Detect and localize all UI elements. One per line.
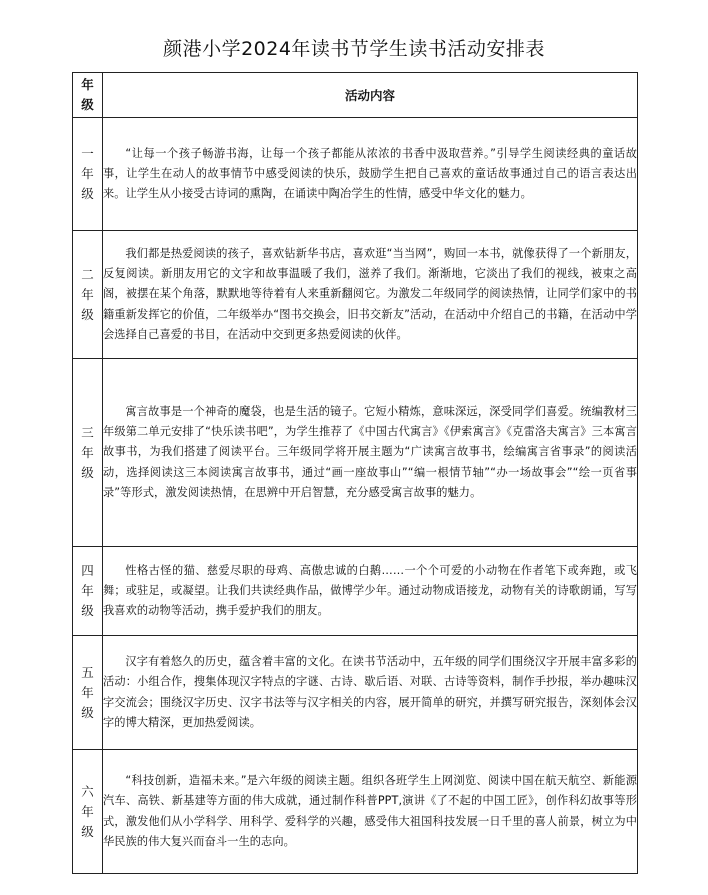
grade-char: 级: [81, 464, 94, 480]
table-row: [73, 750, 638, 874]
grade-cell: [73, 636, 103, 750]
table-row: [73, 547, 638, 636]
grade-char: 四: [81, 563, 94, 578]
grade-char: 年: [81, 803, 94, 819]
grade-header-line2: 级: [81, 97, 94, 112]
grade-cell: [73, 359, 103, 547]
activity-table: [72, 72, 638, 874]
content-cell: “科技创新，造福未来。”是六年级的阅读主题。组织各班学生上网浏览、阅读中国在航天航空、新能源汽车、高铁、新基建等方面的伟大成就，通过制作科普PPT,演讲《了不起的中国工匠》，创作科幻故事等形式，激发他们从小学科学、用科学、爱科学的兴趣，感受伟大祖国科技发展一日千里的喜人前景，树立为中华民族的伟大复兴而奋斗一生的志向。: [103, 750, 638, 874]
table-row: [73, 636, 638, 750]
table-row: [73, 118, 638, 231]
page-title: 颜港小学2024年读书节学生读书活动安排表: [163, 38, 545, 60]
grade-cell: [73, 547, 103, 636]
grade-header-line1: 年: [81, 77, 94, 92]
grade-char: 年: [81, 684, 94, 700]
grade-char: 年: [81, 166, 94, 181]
grade-char: 级: [81, 186, 94, 201]
content-cell: 寓言故事是一个神奇的魔袋，也是生活的镜子。它短小精炼，意味深远，深受同学们喜爱。统编教材三年级第二单元安排了“快乐读书吧”，为学生推荐了《中国古代寓言》《伊索寓言》《克雷洛夫寓言》三本寓言故事书，为我们搭建了阅读平台。三年级同学将开展主题为“广读寓言故事书，绘编寓言省事录”的阅读活动，选择阅读这三本阅读寓言故事书，通过“画一座故事山”“编一根情节轴”“办一场故事会”“绘一页省事录”等形式，激发阅读热情，在思辨中开启智慧，充分感受寓言故事的魅力。: [103, 359, 638, 547]
grade-column-header: [73, 73, 103, 118]
grade-char: 级: [81, 704, 94, 720]
grade-char: 级: [81, 603, 94, 618]
grade-char: 六: [81, 783, 94, 799]
table-header-row: [73, 73, 638, 118]
content-cell: 汉字有着悠久的历史，蕴含着丰富的文化。在读书节活动中，五年级的同学们围绕汉字开展丰富多彩的活动：小组合作，搜集体现汉字特点的字谜、古诗、歇后语、对联、古诗等资料，制作手抄报，举办趣味汉字交流会；围绕汉字历史、汉字书法等与汉字相关的内容，展开简单的研究，并撰写研究报告，深刻体会汉字的博大精深，更加热爱阅读。: [103, 636, 638, 750]
grade-char: 级: [81, 306, 94, 322]
content-cell: “让每一个孩子畅游书海，让每一个孩子都能从浓浓的书香中汲取营养。”引导学生阅读经典的童话故事，让学生在动人的故事情节中感受阅读的快乐，鼓励学生把自己喜欢的童话故事通过自己的语言表达出来。让学生从小接受古诗词的熏陶，在诵读中陶冶学生的性情，感受中华文化的魅力。: [103, 118, 638, 231]
grade-char: 年: [81, 444, 94, 460]
grade-char: 三: [81, 424, 94, 440]
content-cell: 我们都是热爱阅读的孩子，喜欢钻新华书店，喜欢逛“当当网”，购回一本书，就像获得了一个新朋友，反复阅读。新朋友用它的文字和故事温暖了我们，滋养了我们。渐渐地，它淡出了我们的视线，被束之高阁，被摆在某个角落，默默地等待着有人来重新翻阅它。为激发二年级同学的阅读热情，让同学们家中的书籍重新发挥它的价值，二年级举办“图书交换会，旧书交新友”活动，在活动中介绍自己的书籍，在活动中学会选择自己喜爱的书目，在活动中交到更多热爱阅读的伙伴。: [103, 231, 638, 359]
content-cell: 性格古怪的猫、慈爱尽职的母鸡、高傲忠诚的白鹅……一个个可爱的小动物在作者笔下或奔跑，或飞舞；或驻足，或凝望。让我们共读经典作品，做博学少年。通过动物成语接龙，动物有关的诗歌朗诵，写写我喜欢的动物等活动，携手爱护我们的朋友。: [103, 547, 638, 636]
table-row: [73, 231, 638, 359]
grade-cell: [73, 231, 103, 359]
grade-char: 年: [81, 286, 94, 302]
content-column-header: 活动内容: [103, 73, 638, 118]
table-row: [73, 359, 638, 547]
grade-cell: [73, 118, 103, 231]
grade-char: 级: [81, 823, 94, 839]
grade-char: 五: [81, 664, 94, 680]
grade-char: 年: [81, 583, 94, 598]
grade-char: 一: [81, 146, 94, 161]
grade-char: 二: [81, 266, 94, 282]
grade-cell: [73, 750, 103, 874]
